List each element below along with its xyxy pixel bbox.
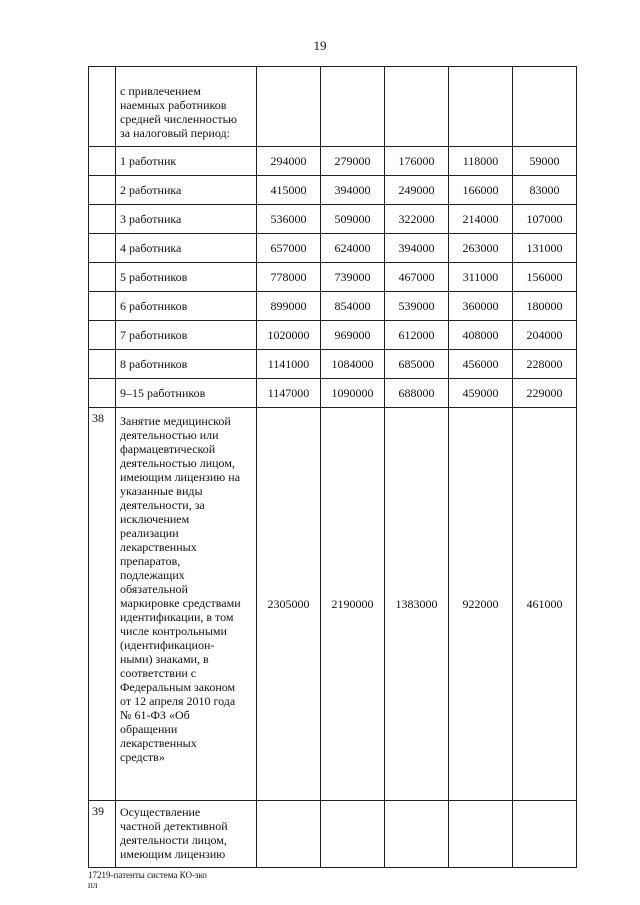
value-cell: 415000 — [257, 176, 321, 205]
footer — [88, 870, 207, 890]
patent-value-table — [88, 66, 577, 868]
value-cell: 311000 — [449, 263, 513, 292]
value-cell: 131000 — [513, 234, 577, 263]
row-description-text: с привлечением наемных работников средней численностью за налоговый период: — [120, 84, 238, 140]
value-cell — [321, 67, 385, 147]
value-cell: 2305000 — [257, 408, 321, 801]
value-cell: 1383000 — [385, 408, 449, 801]
value-cell: 228000 — [513, 350, 577, 379]
value-cell: 107000 — [513, 205, 577, 234]
value-cell: 204000 — [513, 321, 577, 350]
value-cell: 459000 — [449, 379, 513, 408]
value-cell: 229000 — [513, 379, 577, 408]
value-cell: 467000 — [385, 263, 449, 292]
value-cell — [449, 67, 513, 147]
workers-count-label: 3 работника — [116, 205, 257, 234]
value-cell: 322000 — [385, 205, 449, 234]
table-row — [89, 379, 577, 408]
value-cell: 854000 — [321, 292, 385, 321]
value-cell: 509000 — [321, 205, 385, 234]
row-number-cell — [89, 205, 116, 234]
value-cell: 685000 — [385, 350, 449, 379]
value-cell: 279000 — [321, 147, 385, 176]
page-number: 19 — [313, 38, 327, 53]
row-description — [116, 67, 257, 147]
row-number: 38 — [89, 408, 116, 801]
row-number-cell — [89, 379, 116, 408]
value-cell: 778000 — [257, 263, 321, 292]
row-number-cell — [89, 263, 116, 292]
value-cell: 360000 — [449, 292, 513, 321]
row-number-cell — [89, 350, 116, 379]
value-cell: 249000 — [385, 176, 449, 205]
value-cell: 657000 — [257, 234, 321, 263]
value-cell: 969000 — [321, 321, 385, 350]
value-cell: 1090000 — [321, 379, 385, 408]
value-cell: 83000 — [513, 176, 577, 205]
value-cell: 688000 — [385, 379, 449, 408]
value-cell: 180000 — [513, 292, 577, 321]
table-row — [89, 263, 577, 292]
value-cell — [513, 801, 577, 868]
value-cell: 1084000 — [321, 350, 385, 379]
value-cell: 408000 — [449, 321, 513, 350]
value-cell — [513, 67, 577, 147]
value-cell: 214000 — [449, 205, 513, 234]
value-cell: 612000 — [385, 321, 449, 350]
value-cell: 624000 — [321, 234, 385, 263]
footer-line-2: пл — [88, 880, 98, 890]
workers-count-label: 2 работника — [116, 176, 257, 205]
value-cell — [257, 67, 321, 147]
value-cell — [385, 67, 449, 147]
table-row-39 — [89, 801, 577, 868]
value-cell — [257, 801, 321, 868]
row-number-cell — [89, 321, 116, 350]
value-cell: 156000 — [513, 263, 577, 292]
workers-count-label: 4 работника — [116, 234, 257, 263]
row-number-cell — [89, 147, 116, 176]
value-cell: 1020000 — [257, 321, 321, 350]
row-description-text: Занятие медицинской деятельностью или фармацевтической деятельностью лицом, имеющим лицензию на указанные виды деятельности, за исключением реализации лекарственных препаратов, подлежащих обязательной маркировке средствами идентификации, в том числе контрольными (идентификацион- ными) знаками, в соответствии с Федеральным законом от 12 апреля 2010 года № 61-ФЗ «Об обращении лекарственных средств» — [120, 414, 241, 764]
table-row — [89, 234, 577, 263]
value-cell: 739000 — [321, 263, 385, 292]
row-number-cell — [89, 234, 116, 263]
value-cell — [449, 801, 513, 868]
value-cell: 166000 — [449, 176, 513, 205]
table-row-hired-workers-header — [89, 67, 577, 147]
value-cell: 899000 — [257, 292, 321, 321]
value-cell: 59000 — [513, 147, 577, 176]
value-cell: 294000 — [257, 147, 321, 176]
workers-count-label: 6 работников — [116, 292, 257, 321]
row-description — [116, 801, 257, 868]
value-cell: 118000 — [449, 147, 513, 176]
row-number-cell — [89, 292, 116, 321]
value-cell: 1147000 — [257, 379, 321, 408]
row-number-cell — [89, 176, 116, 205]
table-row — [89, 321, 577, 350]
value-cell: 536000 — [257, 205, 321, 234]
workers-count-label: 1 работник — [116, 147, 257, 176]
table-row — [89, 176, 577, 205]
value-cell: 263000 — [449, 234, 513, 263]
value-cell: 176000 — [385, 147, 449, 176]
value-cell: 539000 — [385, 292, 449, 321]
workers-count-label: 9–15 работников — [116, 379, 257, 408]
value-cell: 461000 — [513, 408, 577, 801]
workers-count-label: 8 работников — [116, 350, 257, 379]
row-description-text: Осуществление частной детективной деятельности лицом, имеющим лицензию — [120, 805, 228, 861]
footer-line-1: 17219-патенты система КО-зко — [88, 870, 207, 880]
value-cell — [321, 801, 385, 868]
value-cell: 1141000 — [257, 350, 321, 379]
table-row-38 — [89, 408, 577, 801]
table-row — [89, 350, 577, 379]
row-number: 39 — [89, 801, 116, 868]
value-cell: 394000 — [321, 176, 385, 205]
value-cell: 2190000 — [321, 408, 385, 801]
table-row — [89, 292, 577, 321]
value-cell: 394000 — [385, 234, 449, 263]
value-cell — [385, 801, 449, 868]
table-row — [89, 147, 577, 176]
workers-count-label: 7 работников — [116, 321, 257, 350]
row-description — [116, 408, 257, 801]
value-cell: 922000 — [449, 408, 513, 801]
value-cell: 456000 — [449, 350, 513, 379]
row-number-cell — [89, 67, 116, 147]
workers-count-label: 5 работников — [116, 263, 257, 292]
table-row — [89, 205, 577, 234]
